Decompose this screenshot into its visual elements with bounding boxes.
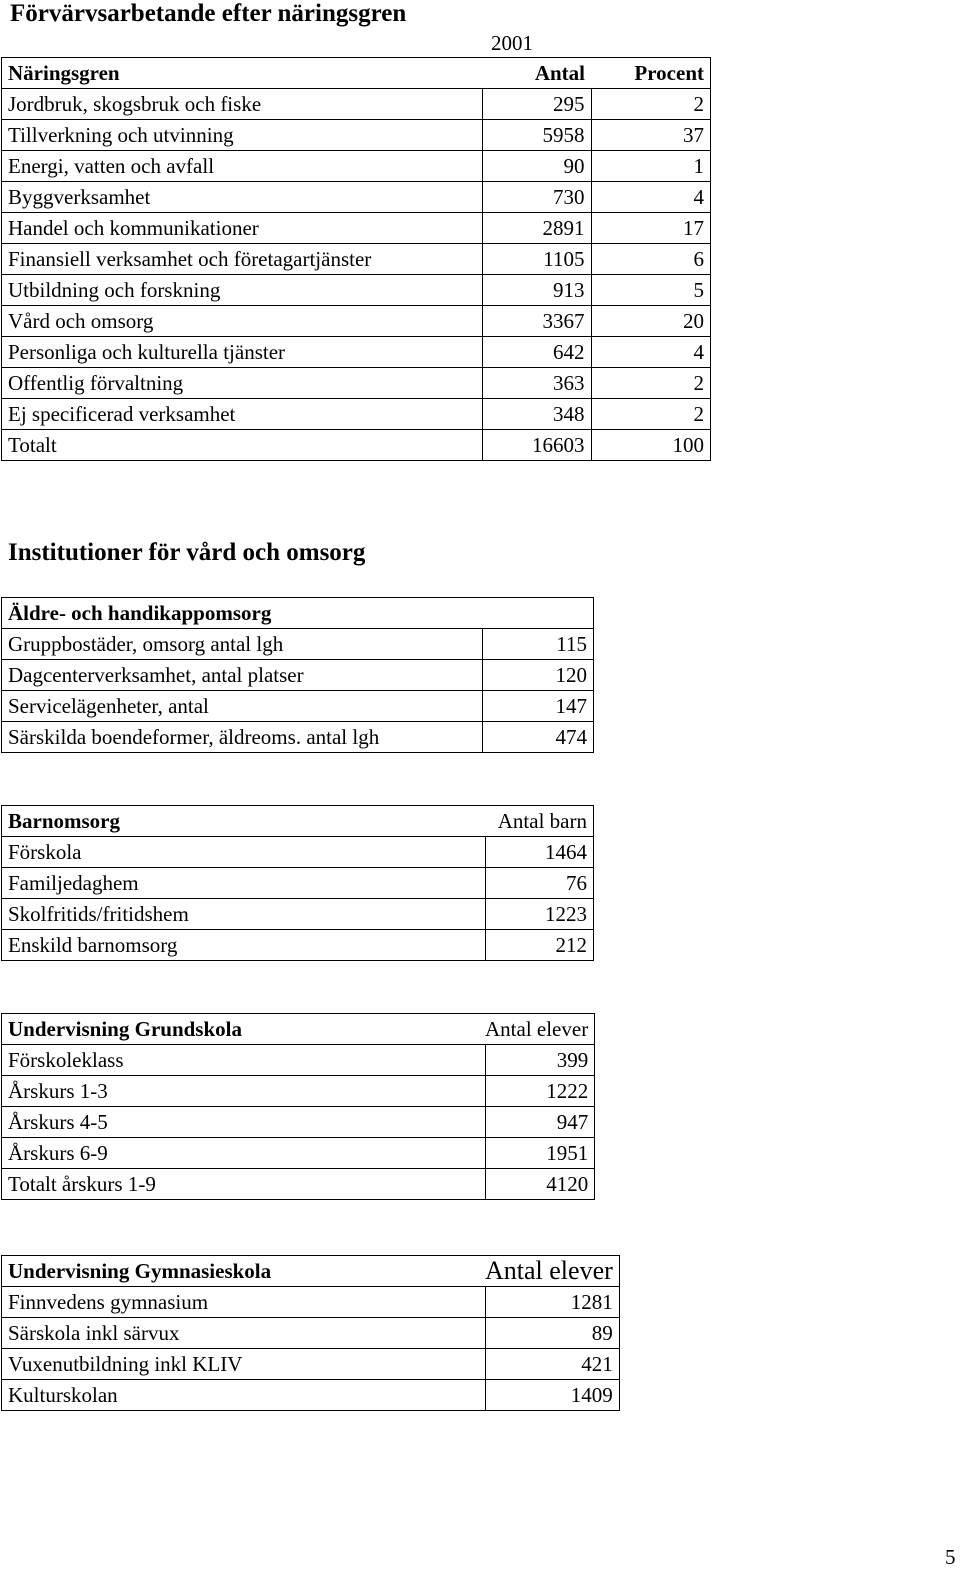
- value-cell: 1222: [485, 1076, 595, 1107]
- label-cell: Årskurs 1-3: [2, 1076, 486, 1107]
- table-row: [2, 1138, 595, 1169]
- table-row: [2, 244, 711, 275]
- percent-cell: 4: [591, 182, 711, 213]
- table-row: [2, 151, 711, 182]
- count-cell: 5958: [482, 120, 591, 151]
- count-cell: 913: [482, 275, 591, 306]
- page-number: 5: [945, 1545, 956, 1569]
- percent-cell: 6: [591, 244, 711, 275]
- value-cell: 147: [482, 691, 594, 722]
- column-header: Antal elever: [485, 1256, 613, 1285]
- count-cell: 90: [482, 151, 591, 182]
- percent-cell: 2: [591, 399, 711, 430]
- value-cell: 115: [482, 629, 594, 660]
- column-header: Antal: [482, 58, 591, 89]
- section-title: Institutioner för vård och omsorg: [8, 539, 366, 566]
- industry-cell: Personliga och kulturella tjänster: [2, 337, 483, 368]
- value-cell: 4120: [485, 1169, 595, 1200]
- table-row: [2, 182, 711, 213]
- table-row: [2, 399, 711, 430]
- table-row: [2, 89, 711, 120]
- employment-table: [1, 57, 711, 461]
- value-cell: 947: [485, 1107, 595, 1138]
- count-cell: 16603: [482, 430, 591, 461]
- label-cell: Skolfritids/fritidshem: [2, 899, 486, 930]
- table-row: [2, 1380, 620, 1411]
- table-row: [2, 337, 711, 368]
- percent-cell: 100: [591, 430, 711, 461]
- table-row: [2, 1076, 595, 1107]
- column-header: Procent: [591, 58, 711, 89]
- industry-cell: Byggverksamhet: [2, 182, 483, 213]
- label-cell: Årskurs 6-9: [2, 1138, 486, 1169]
- column-header-empty: [482, 598, 594, 629]
- value-cell: 1281: [485, 1287, 619, 1318]
- column-header: Äldre- och handikappomsorg: [8, 601, 272, 625]
- table-header-row: [2, 58, 711, 89]
- childcare-table: [1, 805, 594, 961]
- table-row: [2, 837, 594, 868]
- count-cell: 363: [482, 368, 591, 399]
- value-cell: 474: [482, 722, 594, 753]
- value-cell: 421: [485, 1349, 619, 1380]
- table-row: [2, 629, 594, 660]
- label-cell: Finnvedens gymnasium: [2, 1287, 486, 1318]
- percent-cell: 5: [591, 275, 711, 306]
- table-row: [2, 868, 594, 899]
- label-cell: Servicelägenheter, antal: [2, 691, 483, 722]
- table-row: [2, 1287, 620, 1318]
- industry-cell: Vård och omsorg: [2, 306, 483, 337]
- table-row: [2, 368, 711, 399]
- percent-cell: 4: [591, 337, 711, 368]
- count-cell: 1105: [482, 244, 591, 275]
- industry-cell: Offentlig förvaltning: [2, 368, 483, 399]
- table-row: [2, 213, 711, 244]
- industry-cell: Handel och kommunikationer: [2, 213, 483, 244]
- percent-cell: 2: [591, 89, 711, 120]
- count-cell: 730: [482, 182, 591, 213]
- column-header: Undervisning Gymnasieskola: [8, 1259, 272, 1283]
- table-row: [2, 1107, 595, 1138]
- percent-cell: 1: [591, 151, 711, 182]
- primary-school-table: [1, 1013, 595, 1200]
- percent-cell: 2: [591, 368, 711, 399]
- table-header-row: [2, 1014, 595, 1045]
- count-cell: 348: [482, 399, 591, 430]
- value-cell: 1464: [485, 837, 594, 868]
- year-label: 2001: [491, 31, 533, 55]
- table-row-total: [2, 1169, 595, 1200]
- percent-cell: 20: [591, 306, 711, 337]
- table-header-row: [2, 1256, 620, 1287]
- column-header: Undervisning Grundskola: [8, 1017, 242, 1041]
- count-cell: 3367: [482, 306, 591, 337]
- column-header: Antal elever: [485, 1017, 589, 1041]
- industry-cell: Utbildning och forskning: [2, 275, 483, 306]
- label-cell: Totalt årskurs 1-9: [2, 1169, 486, 1200]
- table-row: [2, 660, 594, 691]
- value-cell: 76: [485, 868, 594, 899]
- value-cell: 399: [485, 1045, 595, 1076]
- label-cell: Särskilda boendeformer, äldreoms. antal lgh: [2, 722, 483, 753]
- industry-cell: Jordbruk, skogsbruk och fiske: [2, 89, 483, 120]
- page-title: Förvärvsarbetande efter näringsgren: [10, 0, 407, 27]
- table-row: [2, 120, 711, 151]
- label-cell: Årskurs 4-5: [2, 1107, 486, 1138]
- value-cell: 120: [482, 660, 594, 691]
- label-cell: Vuxenutbildning inkl KLIV: [2, 1349, 486, 1380]
- value-cell: 1223: [485, 899, 594, 930]
- value-cell: 1951: [485, 1138, 595, 1169]
- table-row: [2, 1318, 620, 1349]
- label-cell: Kulturskolan: [2, 1380, 486, 1411]
- count-cell: 295: [482, 89, 591, 120]
- percent-cell: 37: [591, 120, 711, 151]
- label-cell: Gruppbostäder, omsorg antal lgh: [2, 629, 483, 660]
- label-cell: Dagcenterverksamhet, antal platser: [2, 660, 483, 691]
- industry-cell: Energi, vatten och avfall: [2, 151, 483, 182]
- count-cell: 2891: [482, 213, 591, 244]
- value-cell: 1409: [485, 1380, 619, 1411]
- count-cell: 642: [482, 337, 591, 368]
- industry-cell: Finansiell verksamhet och företagartjänster: [2, 244, 483, 275]
- table-header-row: [2, 806, 594, 837]
- label-cell: Förskoleklass: [2, 1045, 486, 1076]
- elderly-care-table: [1, 597, 594, 753]
- table-row: [2, 1045, 595, 1076]
- table-row: [2, 899, 594, 930]
- table-header-row: [2, 598, 594, 629]
- label-cell: Enskild barnomsorg: [2, 930, 486, 961]
- column-header: Barnomsorg: [8, 809, 120, 833]
- upper-school-table: [1, 1255, 620, 1411]
- value-cell: 212: [485, 930, 594, 961]
- table-row: [2, 930, 594, 961]
- value-cell: 89: [485, 1318, 619, 1349]
- table-row: [2, 306, 711, 337]
- industry-cell: Ej specificerad verksamhet: [2, 399, 483, 430]
- industry-cell: Tillverkning och utvinning: [2, 120, 483, 151]
- table-row: [2, 691, 594, 722]
- table-row: [2, 1349, 620, 1380]
- label-cell: Familjedaghem: [2, 868, 486, 899]
- table-row: [2, 722, 594, 753]
- industry-cell: Totalt: [2, 430, 483, 461]
- table-row-total: [2, 430, 711, 461]
- column-header: Näringsgren: [2, 58, 483, 89]
- table-row: [2, 275, 711, 306]
- column-header: Antal barn: [497, 809, 587, 833]
- percent-cell: 17: [591, 213, 711, 244]
- label-cell: Förskola: [2, 837, 486, 868]
- label-cell: Särskola inkl särvux: [2, 1318, 486, 1349]
